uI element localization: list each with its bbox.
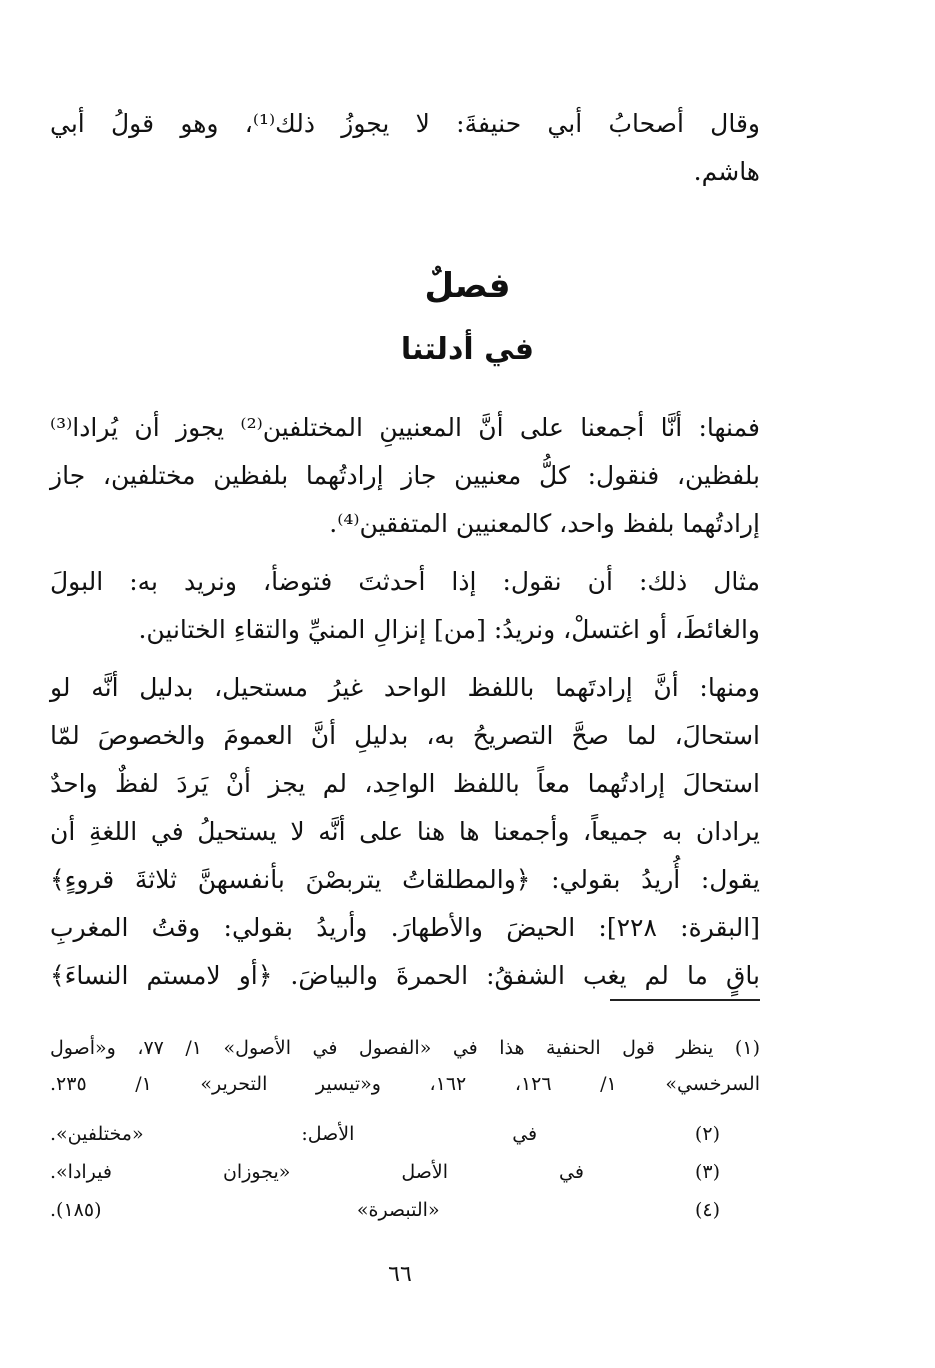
text-line: وقال أصحابُ أبي حنيفةَ: لا يجوزُ ذلك⁽¹⁾، وهو قولُ أبي	[50, 109, 760, 138]
paragraph-3	[50, 664, 760, 1000]
footnote-3	[50, 1154, 760, 1190]
text-line: والغائطَ، أو اغتسلْ، ونريدُ: [من] إنزالِ المنيِّ والتقاءِ الختانين.	[138, 615, 760, 644]
footnote-line: (١) ينظر قول الحنفية هذا في «الفصول في الأصول» ١/ ٧٧، و«أصول	[50, 1037, 760, 1059]
footnote-line: (٣) في الأصل «يجوزان فيرادا».	[50, 1161, 720, 1183]
text-line: ومنها: أنَّ إرادتَهما باللفظ الواحد غيرُ مستحيل، بدليل أنَّه لو	[50, 673, 760, 702]
footnote-line: (٢) في الأصل: «مختلفين».	[50, 1123, 720, 1145]
footnote-2	[50, 1116, 760, 1152]
footnote-line: (٤) «التبصرة» (١٨٥).	[50, 1199, 720, 1221]
text-line: إرادتُهما بلفظ واحد، كالمعنيين المتفقين⁽⁴⁾.	[329, 509, 760, 538]
text-line: باقٍ ما لم يغب الشفقُ: الحمرةَ والبياضَ. ﴿أو لامستم النساءَ﴾	[50, 961, 760, 990]
paragraph-1	[50, 404, 760, 548]
footnote-divider	[610, 999, 760, 1001]
page-number: ٦٦	[388, 1262, 412, 1287]
text-line: بلفظين، فنقول: كلُّ معنيين جاز إرادتُهما بلفظين مختلفين، جاز	[50, 461, 760, 490]
text-line: يقول: أُريدُ بقولي: ﴿والمطلقاتُ يتربصْنَ بأنفسهنَّ ثلاثةَ قروءٍ﴾	[50, 865, 760, 894]
text-line: يرادان به جميعاً، وأجمعنا ها هنا على أنَّه لا يستحيلُ في اللغةِ أن	[50, 817, 760, 846]
footnote-4	[50, 1192, 760, 1228]
text-line: هاشم.	[693, 157, 760, 186]
section-title: فصلٌ	[424, 266, 511, 306]
section-subtitle: في أدلتنا	[400, 332, 535, 367]
text-line: مثال ذلك: أن نقول: إذا أحدثتَ فتوضأ، ونريد به: البولَ	[50, 567, 760, 596]
text-line: فمنها: أنَّا أجمعنا على أنَّ المعنيينِ المختلفين⁽²⁾ يجوز أن يُرادا⁽³⁾	[50, 413, 760, 442]
text-line: استحالَ، لما صحَّ التصريحُ به، بدليلِ أنَّ العمومَ والخصوصَ لمّا	[50, 721, 760, 750]
paragraph-2	[50, 558, 760, 654]
text-line: [البقرة: ٢٢٨]: الحيضَ والأطهارَ. وأريدُ بقولي: وقتُ المغربِ	[50, 913, 760, 942]
footnote-line: السرخسي» ١/ ١٢٦، ١٦٢، و«تيسير التحرير» ١/ ٢٣٥.	[50, 1073, 760, 1095]
text-line: استحالَ إرادتُهما معاً باللفظ الواحِد، لم يجز أنْ يَردَ لفظٌ واحدٌ	[50, 769, 760, 798]
intro-paragraph	[50, 100, 760, 196]
footnote-1	[50, 1030, 760, 1102]
